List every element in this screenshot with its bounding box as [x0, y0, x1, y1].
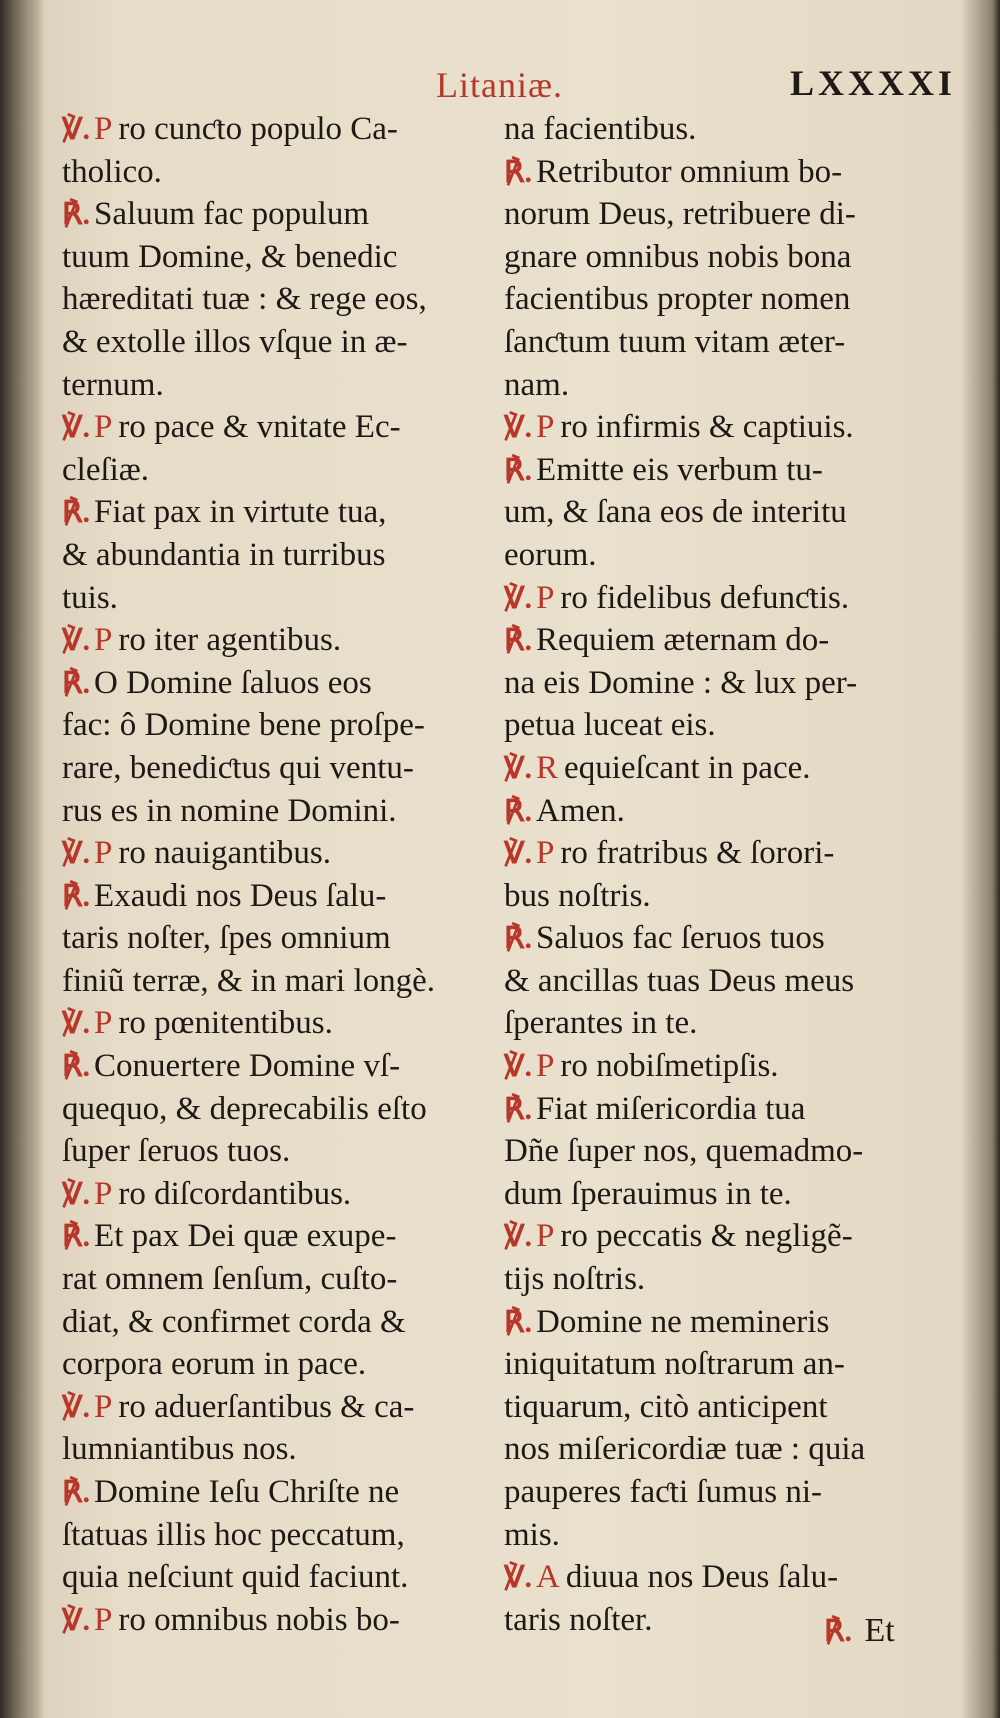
line-text: O Domine ſaluos eos	[94, 664, 372, 701]
text-line	[62, 236, 492, 279]
response-symbol: ℟.	[504, 453, 533, 487]
response-symbol: ℟.	[62, 496, 91, 530]
text-line	[62, 406, 492, 449]
response-symbol: ℟.	[504, 794, 533, 828]
line-text: Saluos fac ſeruos tuos	[536, 920, 825, 957]
rubric-initial: P	[94, 622, 113, 659]
text-line	[62, 1301, 492, 1344]
line-text: Domine ne memineris	[536, 1303, 830, 1340]
text-line	[504, 1471, 934, 1514]
text-line	[504, 321, 934, 364]
catchword-text: Et	[864, 1612, 895, 1649]
rubric-initial: P	[536, 1218, 555, 1255]
versicle-symbol: ℣.	[62, 1007, 91, 1041]
text-line	[62, 1556, 492, 1599]
line-text: Amen.	[536, 792, 625, 829]
rubric-initial: P	[94, 1005, 113, 1042]
text-line	[504, 1173, 934, 1216]
text-line	[504, 704, 934, 747]
line-text: cleſiæ.	[62, 451, 150, 488]
book-gutter	[0, 0, 44, 1718]
text-line	[62, 364, 492, 407]
line-text: ro fratribus & ſorori-	[560, 835, 835, 872]
line-text: eorum.	[504, 536, 597, 573]
line-text: tholico.	[62, 153, 162, 190]
response-symbol: ℟.	[504, 624, 533, 658]
text-line	[504, 364, 934, 407]
text-line	[504, 1215, 934, 1258]
text-line	[504, 577, 934, 620]
line-text: ſuper ſeruos tuos.	[62, 1133, 291, 1170]
line-text: finiũ terræ, & in mari longè.	[62, 962, 436, 999]
line-text: Saluum fac populum	[94, 196, 369, 233]
text-line	[62, 193, 492, 236]
text-line	[504, 236, 934, 279]
versicle-symbol: ℣.	[62, 113, 91, 146]
line-text: quequo, & deprecabilis eſto	[62, 1090, 427, 1127]
line-text: fac: ô Domine bene proſpe-	[62, 707, 425, 744]
right-column	[504, 108, 934, 1641]
text-line	[62, 1343, 492, 1386]
text-line	[504, 917, 934, 960]
text-line	[504, 1343, 934, 1386]
text-line	[62, 662, 492, 705]
text-line	[62, 704, 492, 747]
response-symbol: ℟.	[62, 1476, 91, 1509]
text-line	[504, 193, 934, 236]
response-symbol: ℟.	[62, 879, 91, 913]
line-text: Emitte eis verbum tu-	[536, 451, 823, 488]
line-text: ſanƈtum tuum vitam æter-	[504, 323, 846, 360]
line-text: rat omnem ſenſum, cuſto-	[62, 1261, 398, 1298]
versicle-symbol: ℣.	[62, 1603, 91, 1637]
text-line	[504, 1002, 934, 1045]
text-line	[62, 1514, 492, 1557]
line-text: tuis.	[62, 579, 118, 616]
line-text: norum Deus, retribuere di-	[504, 196, 856, 233]
text-line	[62, 534, 492, 577]
folio-number: LXXXXI	[790, 63, 957, 103]
versicle-symbol: ℣.	[62, 837, 91, 871]
line-text: pauperes faƈti ſumus ni-	[504, 1474, 822, 1510]
line-text: iniquitatum noſtrarum an-	[504, 1346, 845, 1383]
text-line	[62, 790, 492, 833]
text-line	[504, 619, 934, 662]
text-line	[62, 449, 492, 492]
line-text: rare, benediƈtus qui ventu-	[62, 749, 414, 786]
line-text: corpora eorum in pace.	[62, 1346, 367, 1383]
text-line	[504, 1258, 934, 1301]
versicle-symbol: ℣.	[62, 624, 91, 658]
line-text: ro infirmis & captiuis.	[560, 409, 854, 446]
line-text: facientibus propter nomen	[504, 281, 851, 318]
text-line	[504, 1088, 934, 1131]
left-column	[62, 108, 492, 1641]
line-text: hæreditati tuæ : & rege eos,	[62, 281, 427, 318]
line-text: Conuertere Domine vſ-	[94, 1048, 401, 1085]
versicle-symbol: ℣.	[504, 837, 533, 871]
text-line	[62, 108, 492, 151]
rubric-initial: P	[536, 1048, 555, 1085]
text-line	[504, 875, 934, 918]
text-line	[62, 747, 492, 790]
line-text: ro pace & vnitate Ec-	[118, 409, 401, 446]
line-text: quia neſciunt quid faciunt.	[62, 1559, 409, 1596]
line-text: taris noſter, ſpes omnium	[62, 920, 391, 957]
text-line	[62, 1215, 492, 1258]
versicle-symbol: ℣.	[504, 1220, 533, 1254]
response-symbol: ℟.	[62, 1220, 91, 1254]
line-text: & abundantia in turribus	[62, 536, 386, 573]
text-line	[62, 1471, 492, 1514]
line-text: na facientibus.	[504, 111, 697, 147]
versicle-symbol: ℣.	[62, 411, 91, 445]
line-text: ro fidelibus defunƈtis.	[560, 579, 850, 616]
text-line	[62, 832, 492, 875]
running-title: Litaniæ.	[436, 65, 563, 105]
line-text: nos miſericordiæ tuæ : quia	[504, 1431, 866, 1468]
versicle-symbol: ℣.	[504, 1050, 533, 1084]
text-line	[62, 1002, 492, 1045]
line-text: ro nauigantibus.	[118, 835, 332, 872]
text-line	[504, 1386, 934, 1429]
text-line	[504, 960, 934, 1003]
line-text: ro nobiſmetipſis.	[560, 1048, 779, 1085]
line-text: ſtatuas illis hoc peccatum,	[62, 1516, 405, 1553]
rubric-initial: R	[536, 749, 559, 786]
line-text: tuum Domine, & benedic	[62, 238, 398, 275]
text-line	[504, 491, 934, 534]
text-line	[504, 1556, 934, 1599]
line-text: um, & ſana eos de interitu	[504, 494, 847, 531]
text-line	[62, 491, 492, 534]
versicle-symbol: ℣.	[62, 1390, 91, 1424]
text-line	[504, 278, 934, 321]
rubric-initial: A	[536, 1559, 560, 1596]
response-symbol: ℟.	[62, 1050, 91, 1084]
text-line	[62, 619, 492, 662]
line-text: gnare omnibus nobis bona	[504, 238, 852, 275]
line-text: ſperantes in te.	[504, 1005, 698, 1042]
text-line	[62, 577, 492, 620]
versicle-symbol: ℣.	[504, 1561, 533, 1595]
line-text: na eis Domine : & lux per-	[504, 664, 858, 701]
line-text: Fiat pax in virtute tua,	[94, 494, 387, 531]
line-text: ro cunƈto populo Ca-	[118, 111, 398, 147]
line-text: nam.	[504, 366, 570, 403]
line-text: tiquarum, citò anticipent	[504, 1388, 828, 1425]
line-text: rus es in nomine Domini.	[62, 792, 397, 829]
rubric-initial: P	[94, 409, 113, 446]
text-line	[62, 1258, 492, 1301]
response-symbol: ℟.	[504, 1305, 533, 1339]
catchword	[824, 1612, 895, 1650]
line-text: Retributor omnium bo-	[536, 153, 843, 190]
line-text: & ancillas tuas Deus meus	[504, 962, 855, 999]
text-line	[62, 1045, 492, 1088]
response-symbol: ℟.	[504, 155, 533, 189]
text-line	[504, 1045, 934, 1088]
text-line	[504, 151, 934, 194]
versicle-symbol: ℣.	[504, 751, 533, 785]
rubric-initial: P	[94, 111, 113, 147]
rubric-initial: P	[94, 1388, 113, 1425]
text-line	[504, 1301, 934, 1344]
response-symbol: ℟.	[62, 666, 91, 700]
line-text: ro aduerſantibus & ca-	[118, 1388, 415, 1425]
line-text: ro diſcordantibus.	[118, 1175, 352, 1212]
text-line	[62, 1599, 492, 1642]
text-line	[504, 1428, 934, 1471]
text-line	[504, 790, 934, 833]
response-symbol: ℟.	[62, 198, 91, 232]
rubric-initial: P	[94, 1175, 113, 1212]
line-text: diuua nos Deus ſalu-	[565, 1559, 839, 1596]
line-text: Domine Ieſu Chriſte ne	[94, 1474, 400, 1510]
text-line	[62, 1173, 492, 1216]
text-line	[504, 534, 934, 577]
line-text: ro peccatis & negligẽ-	[560, 1218, 853, 1255]
rubric-initial: P	[94, 835, 113, 872]
text-line	[62, 321, 492, 364]
line-text: equieſcant in pace.	[564, 749, 811, 786]
text-line	[62, 917, 492, 960]
text-line	[504, 449, 934, 492]
text-line	[62, 1088, 492, 1131]
versicle-symbol: ℣.	[504, 411, 533, 445]
text-line	[62, 278, 492, 321]
rubric-initial: P	[536, 409, 555, 446]
line-text: ro pœnitentibus.	[118, 1005, 333, 1042]
versicle-symbol: ℣.	[62, 1177, 91, 1211]
line-text: ternum.	[62, 366, 164, 403]
text-line	[504, 1514, 934, 1557]
line-text: Exaudi nos Deus ſalu-	[94, 877, 387, 914]
rubric-initial: P	[536, 579, 555, 616]
line-text: Requiem æternam do-	[536, 622, 830, 659]
line-text: lumniantibus nos.	[62, 1431, 297, 1468]
versicle-symbol: ℣.	[504, 581, 533, 615]
text-line	[62, 1386, 492, 1429]
page-header	[0, 58, 1000, 108]
line-text: ro iter agentibus.	[118, 622, 342, 659]
line-text: ro omnibus nobis bo-	[118, 1601, 400, 1638]
text-line	[504, 406, 934, 449]
text-line	[62, 1428, 492, 1471]
text-line	[504, 108, 934, 151]
response-symbol: ℟.	[824, 1615, 853, 1648]
text-line	[62, 151, 492, 194]
response-symbol: ℟.	[504, 1092, 533, 1126]
text-line	[62, 960, 492, 1003]
line-text: bus noſtris.	[504, 877, 651, 914]
line-text: Fiat miſericordia tua	[536, 1090, 806, 1127]
response-symbol: ℟.	[504, 922, 533, 956]
line-text: dum ſperauimus in te.	[504, 1175, 792, 1212]
line-text: diat, & confirmet corda &	[62, 1303, 406, 1340]
rubric-initial: P	[536, 835, 555, 872]
text-line	[62, 875, 492, 918]
line-text: petua luceat eis.	[504, 707, 716, 744]
line-text: taris noſter.	[504, 1601, 653, 1638]
line-text: & extolle illos vſque in æ-	[62, 323, 408, 360]
line-text: mis.	[504, 1516, 560, 1553]
text-line	[504, 662, 934, 705]
text-line	[504, 747, 934, 790]
line-text: Et pax Dei quæ exupe-	[94, 1218, 397, 1255]
line-text: tijs noſtris.	[504, 1261, 646, 1298]
text-line	[504, 1130, 934, 1173]
rubric-initial: P	[94, 1601, 113, 1638]
text-line	[62, 1130, 492, 1173]
text-line	[504, 832, 934, 875]
line-text: Dñe ſuper nos, quemadmo-	[504, 1133, 864, 1170]
